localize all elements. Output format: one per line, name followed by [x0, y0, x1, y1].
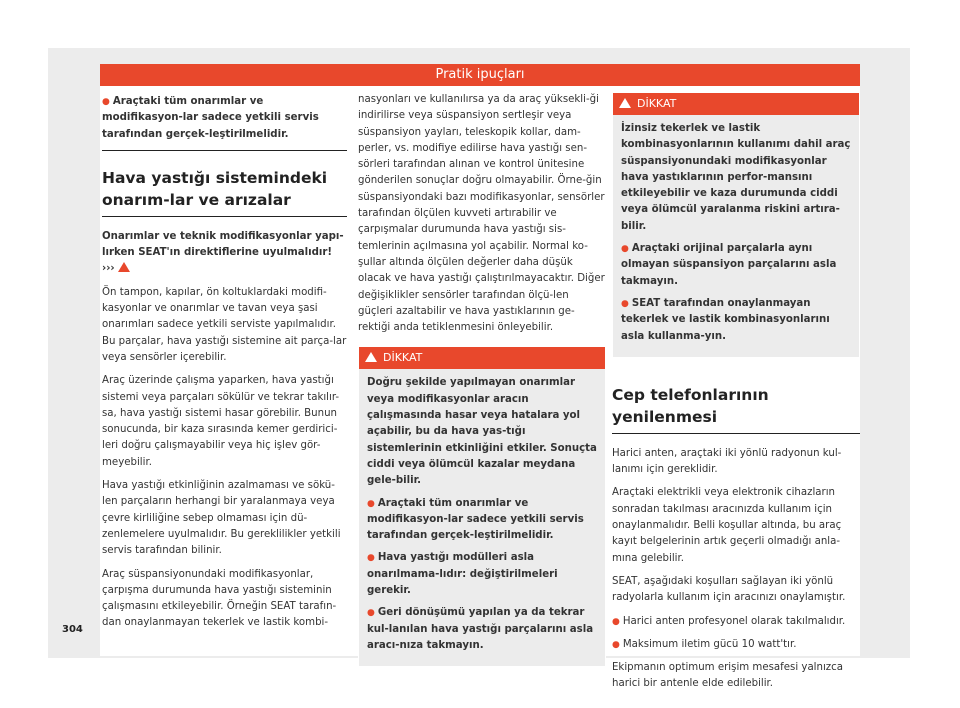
paragraph: Araç süspansiyonundaki modifikasyonlar, çarpışma durumunda hava yastığı sisteminin çalışmasını etkileyebilir. Örneğin SEAT tarafın-dan onaylanmayan tekerlek ve lastik kombi- [102, 568, 337, 629]
bullet-icon: ● [367, 498, 375, 509]
bullet-icon: ● [621, 298, 629, 309]
warning-bullet: ● Geri dönüşümü yapılan ya da tekrar kul-lanılan hava yastığı parçalarını asla aracı-nıza takmayın. [367, 607, 594, 651]
bullet-icon: ● [102, 97, 110, 107]
warning-box [358, 346, 606, 667]
warning-box [612, 92, 860, 358]
list-item: ● Maksimum iletim gücü 10 watt'tır. [612, 638, 797, 650]
list-item: ● Harici anten profesyonel olarak takılmalıdır. [612, 615, 846, 627]
warning-bullet: ● Hava yastığı modülleri asla onarılmama-lıdır: değiştirilmeleri gerekir. [367, 552, 558, 597]
bullet-icon: ● [621, 244, 629, 255]
warning-bullet: ● Araçtaki orijinal parçalarla aynı olmayan süspansiyon parçalarını asla takmayın. [621, 243, 837, 287]
paragraph: Ön tampon, kapılar, ön koltuklardaki modifi-kasyonlar ve onarımlar ve tavan veya şasi onarımları sadece yetkili serviste yapılmalıdır. Bu parçalar, hava yastığı sistemine ait parça-lar veya sensörler içerebilir. [102, 286, 347, 363]
paragraph: Ekipmanın optimum erişim mesafesi yalnızca harici bir antenle elde edilebilir. [612, 662, 843, 690]
divider [612, 433, 860, 434]
warning-intro: İzinsiz tekerlek ve lastik kombinasyonlarının kullanımı dahil araç süspansiyonundaki modifikasyonlar hava yastıklarının perfor-mansını etkileyebilir ve kaza durumunda ciddi veya ölümcül yaralanma riskini artıra-bilir. [621, 123, 851, 232]
bullet-icon: ● [367, 553, 375, 564]
paragraph: Araç üzerinde çalışma yaparken, hava yastığı sistemi veya parçaları sökülür ve tekrar takılır-sa, hava yastığı sistemi hasar görebilir. Bunun sonucunda, bir kaza sırasında kemer gerdirici-leri doğru çalışmayabilir veya hiç işlev gör-meyebilir. [102, 375, 340, 468]
paragraph: Hava yastığı etkinliğinin azalmaması ve sökü-len parçaların herhangi bir yaralanmaya veya çevre kirliliğine sebep olmaması için dü-zenlemelere uyulmalıdır. Bu gereklilikler yetkili servis tarafından bilinir. [102, 480, 341, 557]
warning-bullet: ● Araçtaki tüm onarımlar ve modifikasyon-lar sadece yetkili servis tarafından gerçek-leştirilmelidir. [367, 497, 584, 542]
warning-icon [619, 98, 631, 108]
warning-icon [365, 352, 377, 362]
warning-icon [118, 262, 130, 272]
intro-bold: Onarımlar ve teknik modifikasyonlar yapı-lırken SEAT'ın direktiflerine uyulmalıdır! ››› [102, 230, 344, 275]
warning-header: DİKKAT [613, 93, 859, 115]
warning-header: DİKKAT [359, 347, 605, 369]
paragraph: Harici anten, araçtaki iki yönlü radyonun kul-lanımı için gereklidir. [612, 447, 842, 476]
divider [102, 216, 347, 217]
paragraph: nasyonları ve kullanılırsa ya da araç yüksekli-ği indirilirse veya süspansiyon sertleşir veya süspansiyon yayları, teleskopik kollar, dam-perler, vs. modifiye edilirse hava yastığı sen-sörleri tarafından alınan ve kontrol ünitesine gönderilen sonuçlar doğru olmayabilir. Örne-ğin süspansiyondaki bazı modifikasyonlar, sensörler tarafından ölçülen kuvveti artırabilir ve çarpışmalar durumunda hava yastığı sis-temlerinin açılmasına yol açabilir. Normal ko-şullar altında ölçülen değerler daha düşük olacak ve hava yastığı çalıştırılmayacaktır. Diğer değişiklikler sensörler tarafından ölçü-len güçleri azaltabilir ve hava yastıklarının ge-rektiği anda tetiklenmesini önleyebilir. [358, 94, 605, 334]
warning-bullet: ● SEAT tarafından onaylanmayan tekerlek ve lastik kombinasyonlarını asla kullanma-yın. [621, 297, 830, 342]
column-2 [358, 92, 606, 675]
section-title-phone: Cep telefonlarının yenilenmesi [612, 385, 769, 426]
top-bullet: ● Araçtaki tüm onarımlar ve modifikasyon-lar sadece yetkili servis tarafından gerçek-leştirilmelidir. [102, 96, 319, 140]
paragraph: Araçtaki elektrikli veya elektronik cihazların sonradan takılması aracınızda kullanım için onaylanmalıdır. Belli koşullar altında, bu araç kayıt belgelerinin artık geçerli olmadığı anla-mına gelebilir. [612, 487, 842, 564]
section-title-airbag: Hava yastığı sistemindeki onarım-lar ve arızalar [102, 168, 328, 209]
paragraph: SEAT, aşağıdaki koşulları sağlayan iki yönlü radyolarla kullanım için aracınızı onaylamıştır. [612, 575, 846, 604]
bullet-icon: ● [612, 616, 620, 627]
warning-body [359, 369, 605, 666]
warning-intro: Doğru şekilde yapılmayan onarımlar veya modifikasyonlar aracın çalışmasında hasar veya hatalara yol açabilir, bu da hava yas-tığı sistemlerinin etkinliğini etkiler. Sonuçta ciddi veya ölümcül kazalar meydana gele-bilir. [367, 377, 597, 487]
bullet-icon: ● [612, 639, 620, 650]
column-3 [612, 92, 860, 700]
warning-body [613, 115, 859, 357]
column-1 [102, 92, 347, 639]
page-number: 304 [62, 624, 83, 635]
page-header: Pratik ipuçları [100, 64, 860, 86]
divider [102, 150, 347, 151]
bullet-icon: ● [367, 608, 375, 619]
